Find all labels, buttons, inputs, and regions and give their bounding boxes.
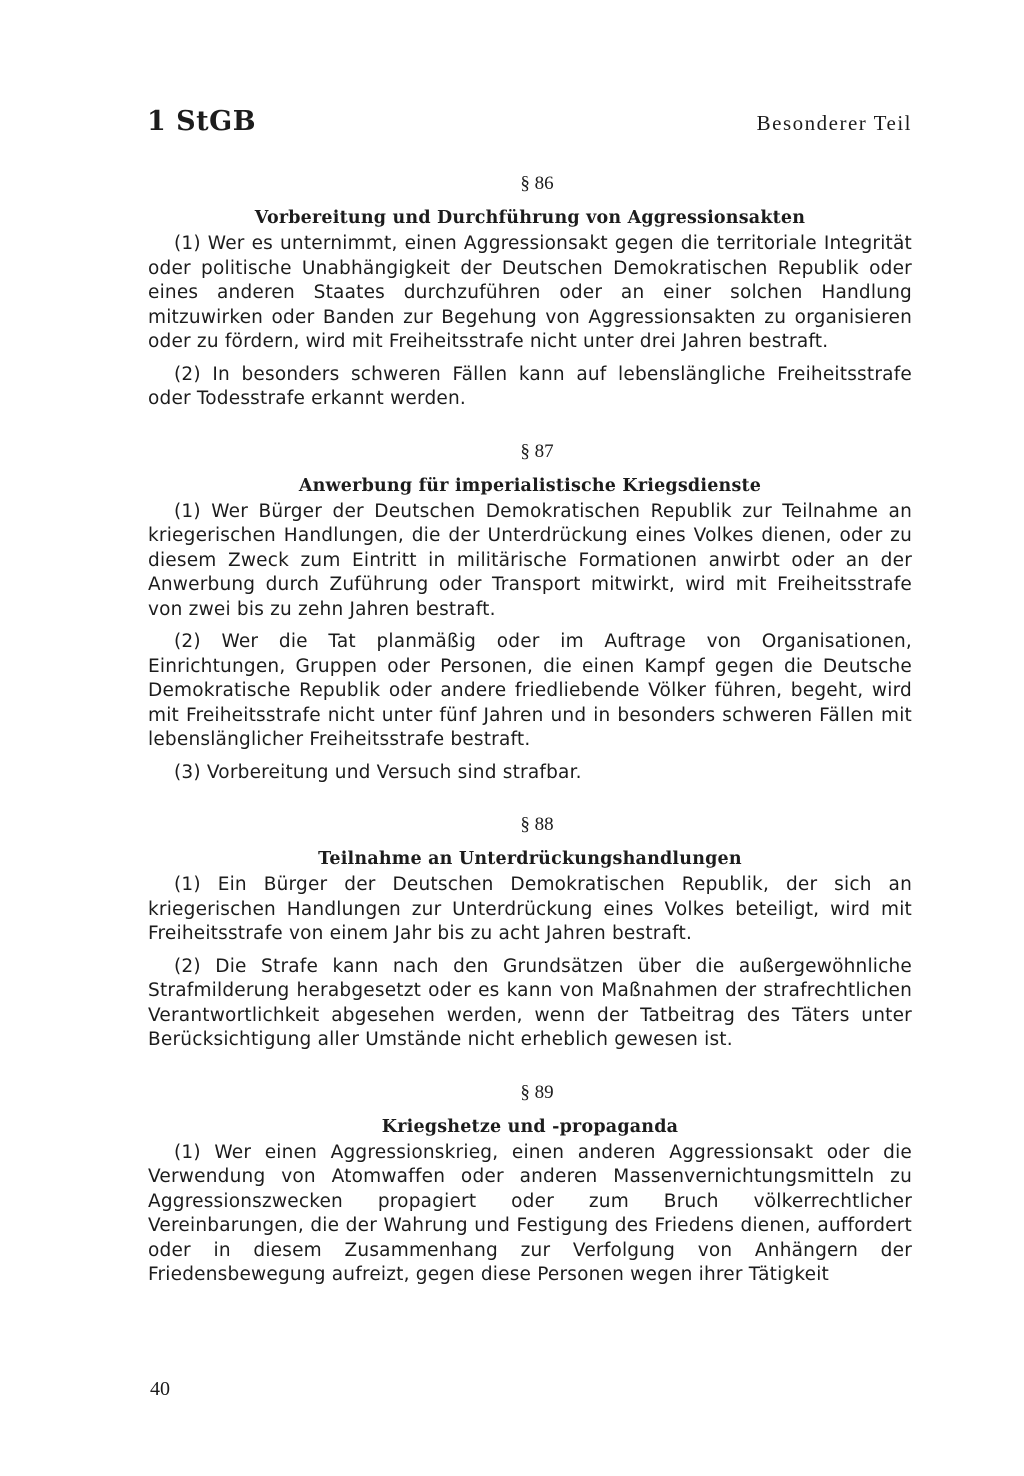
section-title: Kriegshetze und -propaganda	[381, 1116, 679, 1137]
section-88	[148, 811, 912, 1053]
paragraph: (1) Wer Bürger der Deutschen Demokratischen Republik zur Teilnahme an kriegerischen Handlungen, die der Unterdrückung eines Volkes dienen, oder zu diesem Zweck zum Eintritt in militärische Formationen anwirbt oder an der Anwerbung durch Zuführung oder Transport mitwirkt, wird mit Freiheitsstrafe von zwei bis zu zehn Jahren bestraft.	[148, 500, 912, 620]
paragraph: (1) Ein Bürger der Deutschen Demokratischen Republik, der sich an kriegerischen Handlungen zur Unterdrückung eines Volkes beteiligt, wird mit Freiheitsstrafe von einem Jahr bis zu acht Jahren bestraft.	[148, 874, 912, 944]
section-number: § 88	[520, 814, 554, 835]
paragraph: (2) Die Strafe kann nach den Grundsätzen über die außergewöhnliche Strafmilderung herabgesetzt oder es kann von Maßnahmen der strafrechtlichen Verantwortlichkeit abgesehen werden, wenn der Tatbeitrag des Täters unter Berücksichtigung aller Umstände nicht erheblich gewesen ist.	[148, 955, 912, 1050]
section-number: § 89	[520, 1081, 554, 1103]
paragraph: (1) Wer einen Aggressionskrieg, einen anderen Aggressionsakt oder die Verwendung von Atomwaffen oder anderen Massenvernichtungsmitteln zu Aggressionszwecken propagiert oder zum Bruch völkerrechtlicher Vereinbarungen, die der Wahrung und Festigung des Friedens dienen, auffordert oder in diesem Zusammenhang zur Verfolgung von Anhängern der Friedensbewegung aufreizt, gegen diese Personen wegen ihrer Tätigkeit	[148, 1141, 912, 1285]
section-89	[148, 1079, 912, 1288]
running-header-law: 1 StGB	[147, 106, 257, 137]
section-title: Vorbereitung und Durchführung von Aggressionsakten	[254, 208, 806, 228]
section-86	[148, 170, 912, 412]
document-body	[148, 170, 912, 1288]
section-87	[148, 438, 912, 786]
paragraph: (1) Wer es unternimmt, einen Aggressionsakt gegen die territoriale Integrität oder politische Unabhängigkeit der Deutschen Demokratischen Republik oder eines anderen Staates durchzuführen oder an einer solchen Handlung mitzuwirken oder Banden zur Begehung von Aggressionsakten zu organisieren oder zu fördern, wird mit Freiheitsstrafe nicht unter drei Jahren bestraft.	[148, 233, 912, 352]
section-number: § 87	[520, 440, 554, 462]
section-title: Anwerbung für imperialistische Kriegsdienste	[298, 475, 762, 496]
section-title: Teilnahme an Unterdrückungshandlungen	[318, 849, 742, 869]
paragraph: (2) Wer die Tat planmäßig oder im Auftrage von Organisationen, Einrichtungen, Gruppen oder Personen, die einen Kampf gegen die Deutsche Demokratische Republik oder andere friedliebende Völker führen, begeht, wird mit Freiheitsstrafe nicht unter fünf Jahren und in besonders schweren Fällen mit lebenslänglicher Freiheitsstrafe bestraft.	[148, 631, 912, 750]
paragraph: (3) Vorbereitung und Versuch sind strafbar.	[174, 761, 582, 783]
running-header-part: Besonderer Teil	[756, 111, 912, 135]
paragraph: (2) In besonders schweren Fällen kann auf lebenslängliche Freiheitsstrafe oder Todesstrafe erkannt werden.	[148, 363, 912, 409]
section-number: § 86	[520, 173, 554, 194]
page-number: 40	[150, 1378, 170, 1400]
